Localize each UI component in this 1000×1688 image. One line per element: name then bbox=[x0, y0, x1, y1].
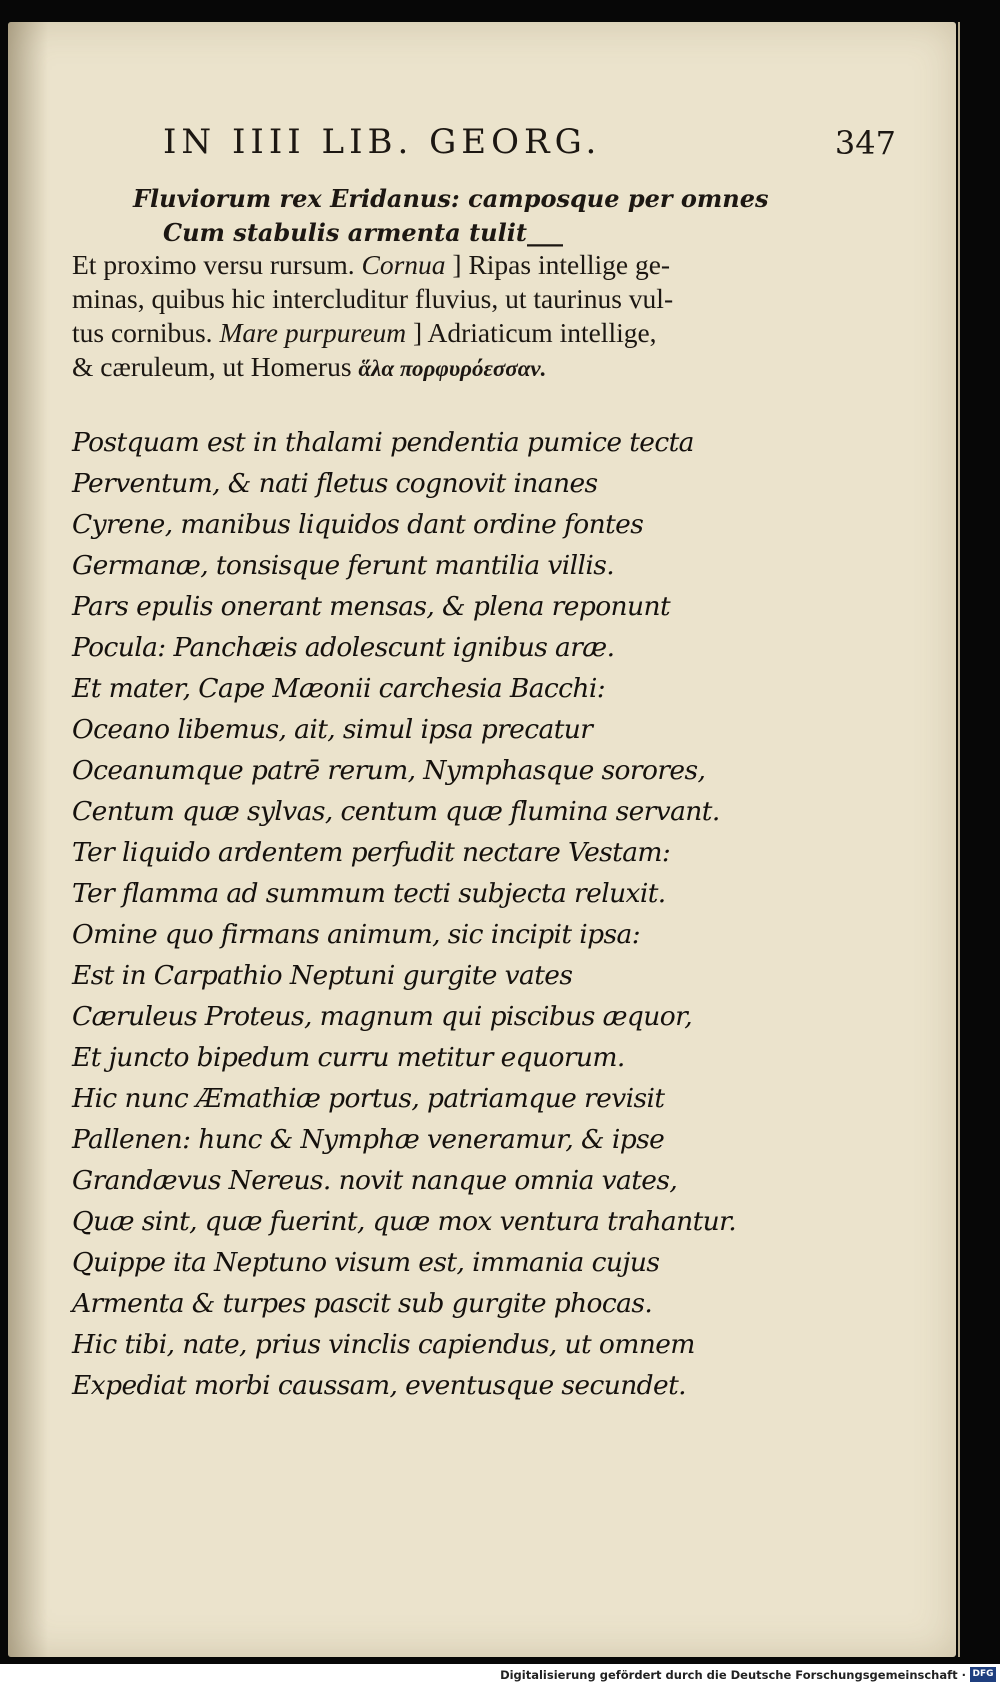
commentary-line: minas, quibus hic intercluditur fluvius, ut taurinus vul- bbox=[72, 283, 674, 314]
verse-line: Grandævus Nereus. novit nanque omnia vates, bbox=[72, 1165, 678, 1196]
verse-line: Est in Carpathio Neptuni gurgite vates bbox=[72, 960, 573, 991]
verse-line: Pars epulis onerant mensas, & plena reponunt bbox=[72, 591, 670, 622]
verse-line: Cyrene, manibus liquidos dant ordine fontes bbox=[72, 509, 644, 540]
commentary-text: ] Ripas intellige ge- bbox=[452, 249, 671, 280]
verse-line: Quippe ita Neptuno visum est, immania cujus bbox=[72, 1247, 660, 1278]
verse-line: Expediat morbi caussam, eventusque secundet. bbox=[72, 1370, 686, 1401]
verse-line: Ter liquido ardentem perfudit nectare Vestam: bbox=[72, 837, 671, 868]
commentary-text: & cæruleum, ut Homerus bbox=[72, 351, 352, 382]
commentary-block bbox=[72, 248, 732, 386]
lemma: Cornua bbox=[361, 249, 446, 280]
quoted-verse bbox=[133, 182, 769, 250]
verse-line: Oceano libemus, ait, simul ipsa precatur bbox=[72, 714, 593, 745]
verse-line: Postquam est in thalami pendentia pumice tecta bbox=[72, 427, 694, 458]
verse-line: Armenta & turpes pascit sub gurgite phocas. bbox=[72, 1288, 653, 1319]
verse-line: Germanæ, tonsisque ferunt mantilia villis. bbox=[72, 550, 615, 581]
verse-line: Cæruleus Proteus, magnum qui piscibus æquor, bbox=[72, 1001, 693, 1032]
commentary-text: tus cornibus. bbox=[72, 317, 213, 348]
verse-line: Pallenen: hunc & Nymphæ veneramur, & ipse bbox=[72, 1124, 665, 1155]
lemma: Mare purpureum bbox=[219, 317, 407, 348]
verse-line: Omine quo firmans animum, sic incipit ipsa: bbox=[72, 919, 641, 950]
verse-line: Hic nunc Æmathiæ portus, patriamque revisit bbox=[72, 1083, 665, 1114]
commentary-line bbox=[72, 316, 732, 350]
greek-quotation: ἅλα πορφυρόεσσαν. bbox=[358, 356, 547, 381]
quoted-verse-line: Fluviorum rex Eridanus: camposque per omnes bbox=[133, 184, 769, 213]
commentary-line bbox=[72, 350, 732, 386]
verse-line: Pocula: Panchæis adolescunt ignibus aræ. bbox=[72, 632, 615, 663]
page-header bbox=[163, 122, 896, 172]
funding-credit: Digitalisierung gefördert durch die Deutsche Forschungsgemeinschaft · bbox=[500, 1668, 966, 1682]
verse-line: Et mater, Cape Mæonii carchesia Bacchi: bbox=[72, 673, 606, 704]
verse-line: Quæ sint, quæ fuerint, quæ mox ventura trahantur. bbox=[72, 1206, 737, 1237]
page-number: 347 bbox=[834, 124, 896, 162]
book-page bbox=[8, 22, 956, 1657]
quoted-verse-line: Cum stabulis armenta tulit___ bbox=[163, 218, 563, 247]
commentary-text: Et proximo versu rursum. bbox=[72, 249, 355, 280]
verse-line: Hic tibi, nate, prius vinclis capiendus, ut omnem bbox=[72, 1329, 695, 1360]
verse-line: Et juncto bipedum curru metitur equorum. bbox=[72, 1042, 625, 1073]
commentary-line bbox=[72, 248, 732, 282]
verse-block bbox=[72, 422, 736, 1406]
page-edge bbox=[958, 22, 960, 1657]
verse-line: Perventum, & nati fletus cognovit inanes bbox=[72, 468, 598, 499]
verse-line: Oceanumque patrē rerum, Nymphasque sorores, bbox=[72, 755, 706, 786]
dfg-logo: DFG bbox=[970, 1667, 996, 1682]
verse-line: Ter flamma ad summum tecti subjecta reluxit. bbox=[72, 878, 666, 909]
digitization-footer bbox=[0, 1664, 1000, 1688]
commentary-text: ] Adriaticum intellige, bbox=[412, 317, 657, 348]
verse-line: Centum quæ sylvas, centum quæ flumina servant. bbox=[72, 796, 720, 827]
running-title: IN IIII LIB. GEORG. bbox=[163, 122, 602, 162]
